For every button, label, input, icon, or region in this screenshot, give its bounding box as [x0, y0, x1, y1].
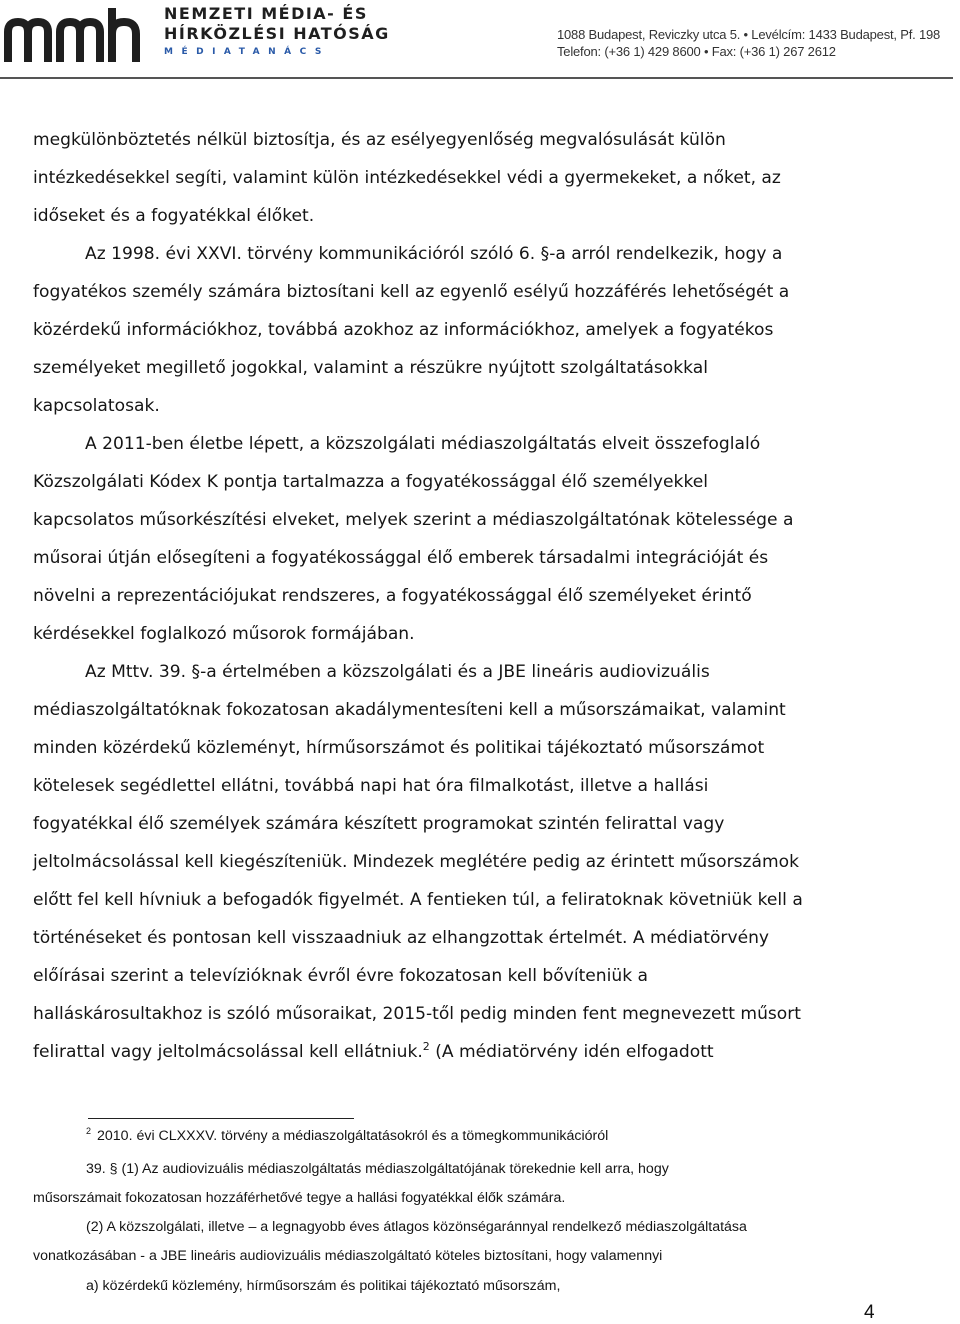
org-name-line2: HÍRKÖZLÉSI HATÓSÁG [164, 24, 390, 43]
body-line: növelni a reprezentációjukat rendszeres, a fogyatékossággal élő személyeket érintő [33, 586, 752, 606]
body-line: fogyatékos személy számára biztosítani kell az egyenlő esélyű hozzáférés lehetőségét a [33, 282, 790, 302]
footnote-number: 2 [86, 1126, 92, 1136]
org-subtitle: MÉDIATANÁCS [164, 47, 330, 57]
body-line-text: felirattal vagy jeltolmácsolással kell ellátniuk. [33, 1042, 423, 1062]
body-line: kapcsolatos műsorkészítési elveket, melyek szerint a médiaszolgáltatónak kötelessége a [33, 510, 794, 530]
body-line: Közszolgálati Kódex K pontja tartalmazza a fogyatékossággal élő személyekkel [33, 472, 708, 492]
body-line: megkülönböztetés nélkül biztosítja, és az esélyegyenlőség megvalósulását külön [33, 130, 726, 150]
body-line-tail: (A médiatörvény idén elfogadott [429, 1042, 714, 1062]
body-line: intézkedésekkel segíti, valamint külön intézkedésekkel védi a gyermekeket, a nőket, az [33, 168, 781, 188]
footnote-line: 39. § (1) Az audiovizuális médiaszolgáltatás médiaszolgáltatójának törekednie kell arra, hogy [86, 1161, 669, 1177]
body-line: személyeket megillető jogokkal, valamint a részükre nyújtott szolgáltatásokkal [33, 358, 708, 378]
body-text [33, 121, 878, 1071]
phone-fax: Telefon: (+36 1) 429 8600 • Fax: (+36 1) 267 2612 [557, 44, 836, 59]
body-line: előtt fel kell hívniuk a befogadók figyelmét. A fentieken túl, a feliratoknak követniük kell a [33, 890, 803, 910]
footnote-line [86, 1128, 608, 1144]
footnote-ref[interactable]: 2 [422, 1040, 430, 1053]
body-line: minden közérdekű közleményt, hírműsorszámot és politikai tájékoztató műsorszámot [33, 738, 765, 758]
footnote-separator [88, 1118, 354, 1119]
nmhh-logo [4, 4, 154, 66]
body-line: fogyatékkal élő személyek számára készített programokat szintén felirattal vagy [33, 814, 725, 834]
body-line: Az Mttv. 39. §-a értelmében a közszolgálati és a JBE lineáris audiovizuális [85, 662, 710, 682]
body-line: halláskárosultakhoz is szóló műsoraikat, 2015-től pedig minden fent megnevezett műsort [33, 1004, 801, 1024]
header-rule [0, 77, 953, 79]
body-line: médiaszolgáltatóknak fokozatosan akadálymentesíteni kell a műsorszámaikat, valamint [33, 700, 786, 720]
body-line: műsorai útján elősegíteni a fogyatékossággal élő emberek társadalmi integrációját és [33, 548, 769, 568]
body-line-last [33, 1033, 878, 1071]
body-line: közérdekű információkhoz, továbbá azokhoz az információkhoz, amelyek a fogyatékos [33, 320, 774, 340]
footnote-line: műsorszámait fokozatosan hozzáférhetővé tegye a hallási fogyatékkal élők számára. [33, 1190, 566, 1206]
body-line: jeltolmácsolással kell kiegészíteniük. Mindezek meglétére pedig az érintett műsorszámok [33, 852, 799, 872]
body-line: kérdésekkel foglalkozó műsorok formájában. [33, 624, 415, 644]
contact-info [557, 26, 957, 60]
body-line: kötelesek segédlettel ellátni, továbbá napi hat óra filmalkotást, illetve a hallási [33, 776, 709, 796]
footnote-line: vonatkozásában - a JBE lineáris audiovizuális médiaszolgáltató köteles biztosítani, hogy valamennyi [33, 1248, 663, 1264]
body-line: Az 1998. évi XXVI. törvény kommunikációról szóló 6. §-a arról rendelkezik, hogy a [85, 244, 783, 264]
letterhead [0, 0, 960, 90]
body-line: A 2011-ben életbe lépett, a közszolgálati médiaszolgáltatás elveit összefoglaló [85, 434, 761, 454]
page-number: 4 [864, 1302, 875, 1323]
body-line: időseket és a fogyatékkal élőket. [33, 206, 315, 226]
body-line: előírásai szerint a televízióknak évről évre fokozatosan kell bővíteniük a [33, 966, 649, 986]
address: 1088 Budapest, Reviczky utca 5. • Levélcím: 1433 Budapest, Pf. 198 [557, 27, 941, 42]
footnote-line: a) közérdekű közlemény, hírműsorszám és politikai tájékoztató műsorszám, [86, 1278, 561, 1294]
body-line: kapcsolatosak. [33, 396, 160, 416]
footnote-line: (2) A közszolgálati, illetve – a legnagyobb éves átlagos közönségaránnyal rendelkező médiaszolgáltatása [86, 1219, 747, 1235]
body-line: történéseket és pontosan kell visszaadniuk az elhangzottak értelmét. A médiatörvény [33, 928, 770, 948]
org-name-line1: NEMZETI MÉDIA- ÉS [164, 4, 368, 23]
footnote-text: 2010. évi CLXXXV. törvény a médiaszolgáltatásokról és a tömegkommunikációról [97, 1128, 609, 1144]
org-name [164, 4, 390, 44]
